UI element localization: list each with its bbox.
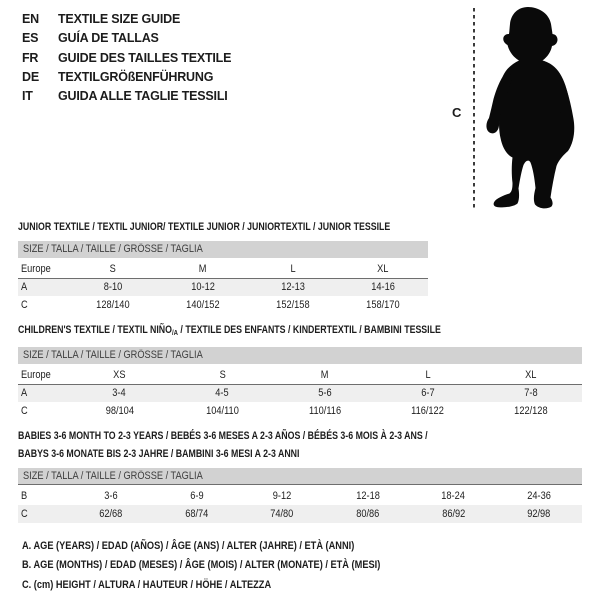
row-label: C [18,505,68,523]
size-cell: XL [479,366,582,384]
size-cell: 12-13 [248,278,338,296]
language-list [22,10,231,106]
size-cell: 104/110 [205,405,239,417]
language-code: ES [22,31,39,46]
table-row-c [18,505,582,523]
language-title: GUIDA ALLE TAGLIE TESSILI [58,89,228,104]
size-cell: 86/92 [411,505,497,523]
size-table [18,366,582,420]
size-cell: 98/104 [105,405,134,417]
size-table [18,260,428,314]
language-code: EN [22,12,39,26]
size-cell: 6-7 [376,384,479,402]
size-cell: 116/122 [411,405,445,417]
language-row [22,49,231,68]
size-table [18,487,582,523]
size-cell: 8-10 [68,278,158,296]
babies-textile-table [18,427,582,523]
footnotes [22,537,449,595]
language-title: GUÍA DE TALLAS [58,31,159,46]
footnote: B. AGE (MONTHS) / EDAD (MESES) / ÂGE (MOIS) / ALTER (MONATE) / ETÀ (MESI) [22,559,381,572]
size-cell: 92/98 [496,505,582,523]
language-row [22,87,231,106]
table-row-europe [18,260,428,278]
table-row-c [18,402,582,420]
size-cell: S [171,366,274,384]
size-cell: M [274,366,377,384]
table-title: BABIES 3-6 MONTH TO 2-3 YEARS / BEBÉS 3-6 MESES A 2-3 AÑOS / BÉBÉS 3-6 MOIS À 2-3 ANS / BABYS 3-6 MONATE BIS 2-3 JAHRE / BAMBINI 3-6 MESI A 2-3 ANNI [18,430,428,460]
table-row-b [18,487,582,505]
size-cell: M [158,260,248,278]
language-row [22,10,231,29]
language-code: DE [22,69,39,84]
size-cell: 140/152 [186,299,220,311]
size-header-bar [18,241,428,258]
row-label: Europe [18,366,68,384]
table-row-c [18,296,428,314]
size-header-bar [18,468,582,485]
footnote: A. AGE (YEARS) / EDAD (AÑOS) / ÂGE (ANS) / ALTER (JAHRE) / ETÀ (ANNI) [22,540,355,552]
size-header-bar [18,347,582,364]
size-header-label: SIZE / TALLA / TAILLE / GRÖSSE / TAGLIA [23,470,203,482]
size-cell: 62/68 [68,505,154,523]
size-cell: 4-5 [171,384,274,402]
size-cell: XL [338,260,428,278]
table-title: CHILDREN'S TEXTILE / TEXTIL $NIÑO_{/A}$ / TEXTILE DES ENFANTS / KINDERTEXTIL / BAMBINI TESSILE [18,324,441,337]
language-row [22,68,231,87]
size-cell: 110/116 [308,405,342,417]
size-header-label: SIZE / TALLA / TAILLE / GRÖSSE / TAGLIA [23,349,203,361]
size-cell: 3-4 [68,384,171,402]
toddler-silhouette-icon [485,4,597,217]
footnote: C. (cm) HEIGHT / ALTURA / HAUTEUR / HÖHE / ALTEZZA [22,578,272,591]
childrens-textile-table [18,321,582,420]
height-measure-label: C [452,105,462,120]
row-label: B [21,490,28,502]
row-label: A [18,384,68,402]
size-cell: 24-36 [527,490,551,502]
size-cell: 158/170 [366,299,400,311]
language-code: FR [22,50,39,65]
language-title: GUIDE DES TAILLES TEXTILE [58,50,232,65]
row-label: C [21,405,28,417]
language-title: TEXTILE SIZE GUIDE [58,12,181,26]
table-title: JUNIOR TEXTILE / TEXTIL JUNIOR/ TEXTILE JUNIOR / JUNIORTEXTIL / JUNIOR TESSILE [18,221,391,233]
row-label: C [21,299,28,311]
size-cell: 10-12 [158,278,248,296]
size-cell: 18-24 [441,490,466,502]
size-cell: 128/140 [96,299,130,311]
size-cell: 12-18 [355,490,380,502]
size-cell: 3-6 [104,490,118,502]
language-row [22,29,231,48]
size-cell: 6-9 [189,490,204,502]
row-label: Europe [18,260,68,278]
row-label: A [18,278,68,296]
size-header-label: SIZE / TALLA / TAILLE / GRÖSSE / TAGLIA [23,243,203,255]
language-title: TEXTILGRÖßENFÜHRUNG [58,69,214,84]
size-cell: 122/128 [513,405,548,417]
size-cell: 68/74 [154,505,240,523]
junior-textile-table [18,218,428,314]
size-cell: 152/158 [276,299,310,311]
size-cell: XS [68,366,171,384]
size-cell: S [68,260,158,278]
size-cell: 7-8 [479,384,582,402]
language-code: IT [22,89,33,104]
size-cell: 5-6 [274,384,377,402]
height-measure-line [472,8,476,213]
size-cell: L [376,366,479,384]
size-cell: 9-12 [272,490,292,502]
table-row-a [18,384,582,402]
size-cell: 74/80 [239,505,325,523]
size-cell: 80/86 [325,505,411,523]
table-row-a [18,278,428,296]
size-cell: 14-16 [338,278,428,296]
size-cell: L [248,260,338,278]
table-row-europe [18,366,582,384]
